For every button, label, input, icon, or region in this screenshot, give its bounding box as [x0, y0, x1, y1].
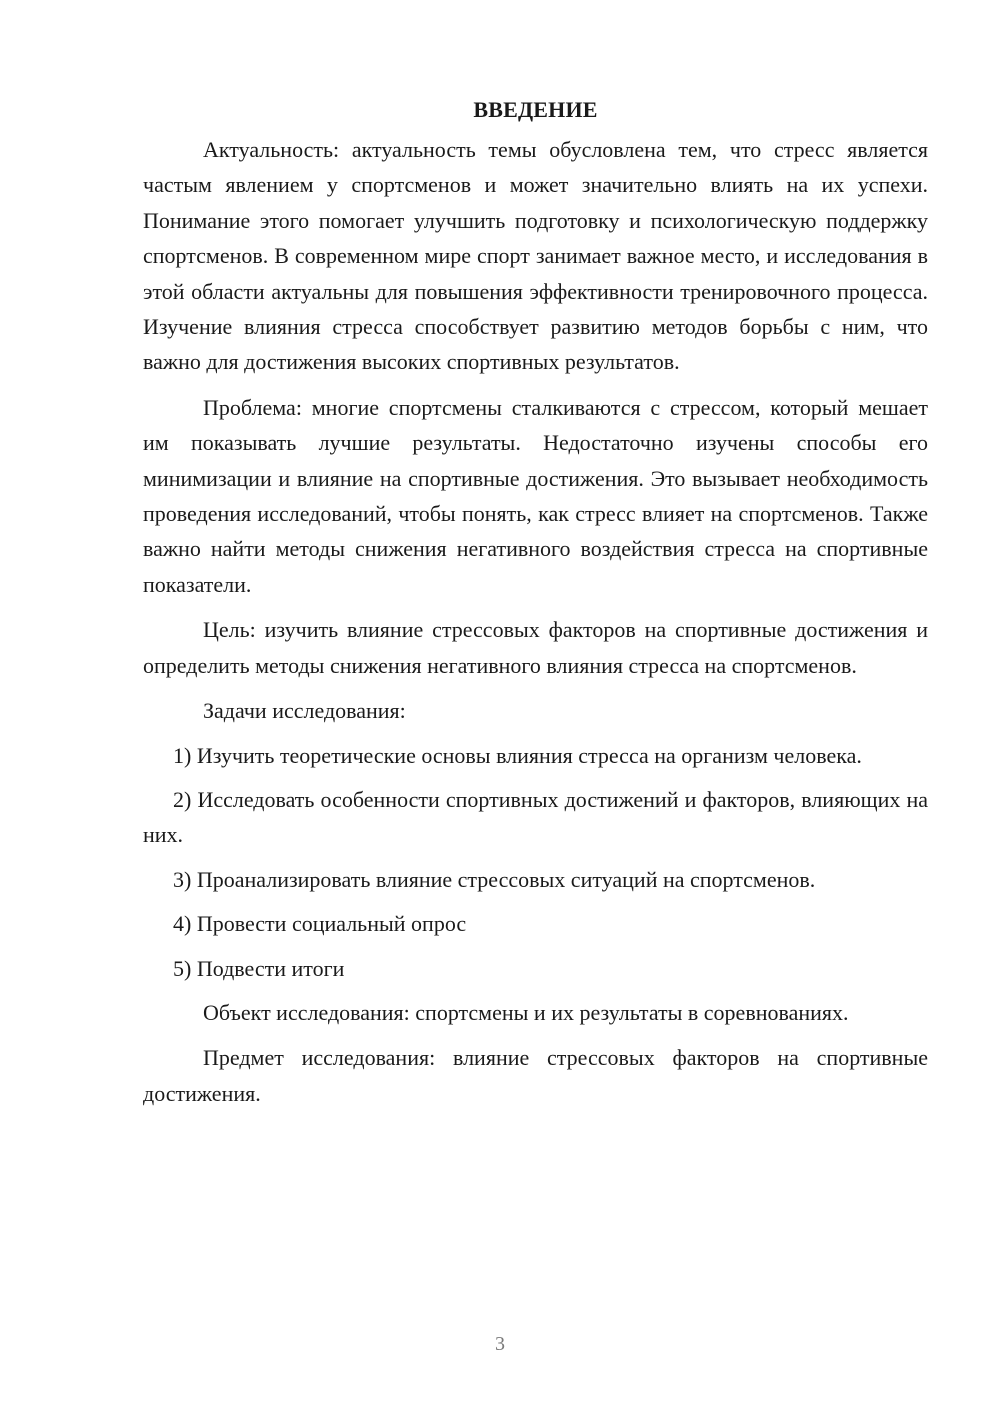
problem-text: многие спортсмены сталкиваются с стрессом, который мешает им показывать лучшие результаты. Недостаточно изучены способы его минимизации и влияние на спортивные достижения. Это вызывает необходимость проведения исследований, чтобы понять, как стресс влияет на спортсменов. Также важно найти методы снижения негативного воздействия стресса на спортивные показатели. — [143, 394, 928, 597]
document-page — [143, 92, 928, 1121]
object-paragraph — [143, 995, 928, 1030]
task-item-5: 5) Подвести итоги — [173, 955, 345, 981]
relevance-paragraph — [143, 132, 928, 380]
problem-paragraph — [143, 390, 928, 602]
task-item-3: 3) Проанализировать влияние стрессовых ситуаций на спортсменов. — [173, 866, 816, 892]
goal-paragraph — [143, 612, 928, 683]
task-item-4: 4) Провести социальный опрос — [173, 911, 467, 937]
relevance-text: актуальность темы обусловлена тем, что стресс является частым явлением у спортсменов и может значительно влиять на их успехи. Понимание этого помогает улучшить подготовку и психологическую поддержку спортсменов. В современном мире спорт занимает важное место, и исследования в этой области актуальны для повышения эффективности тренировочного процесса. Изучение влияния стресса способствует развитию методов борьбы с ним, что важно для достижения высоких спортивных результатов. — [143, 137, 928, 375]
relevance-label: Актуальность: — [203, 137, 340, 162]
task-item-2: 2) Исследовать особенности спортивных достижений и факторов, влияющих на них. — [143, 786, 928, 848]
subject-paragraph — [143, 1040, 928, 1111]
tasks-heading: Задачи исследования: — [203, 698, 406, 724]
problem-label: Проблема: — [203, 394, 302, 420]
subject-label: Предмет исследования: — [203, 1045, 436, 1071]
task-item-1: 1) Изучить теоретические основы влияния стресса на организм человека. — [173, 742, 862, 768]
goal-text: изучить влияние стрессовых факторов на спортивные достижения и определить методы снижения негативного влияния стресса на спортсменов. — [143, 617, 928, 678]
goal-label: Цель: — [203, 617, 256, 643]
section-title: ВВЕДЕНИЕ — [473, 97, 598, 122]
page-number: 3 — [495, 1333, 505, 1355]
object-text: спортсмены и их результаты в соревнованиях. — [409, 999, 849, 1025]
object-label: Объект исследования: — [203, 999, 410, 1025]
subject-text: влияние стрессовых факторов на спортивные достижения. — [143, 1045, 928, 1106]
